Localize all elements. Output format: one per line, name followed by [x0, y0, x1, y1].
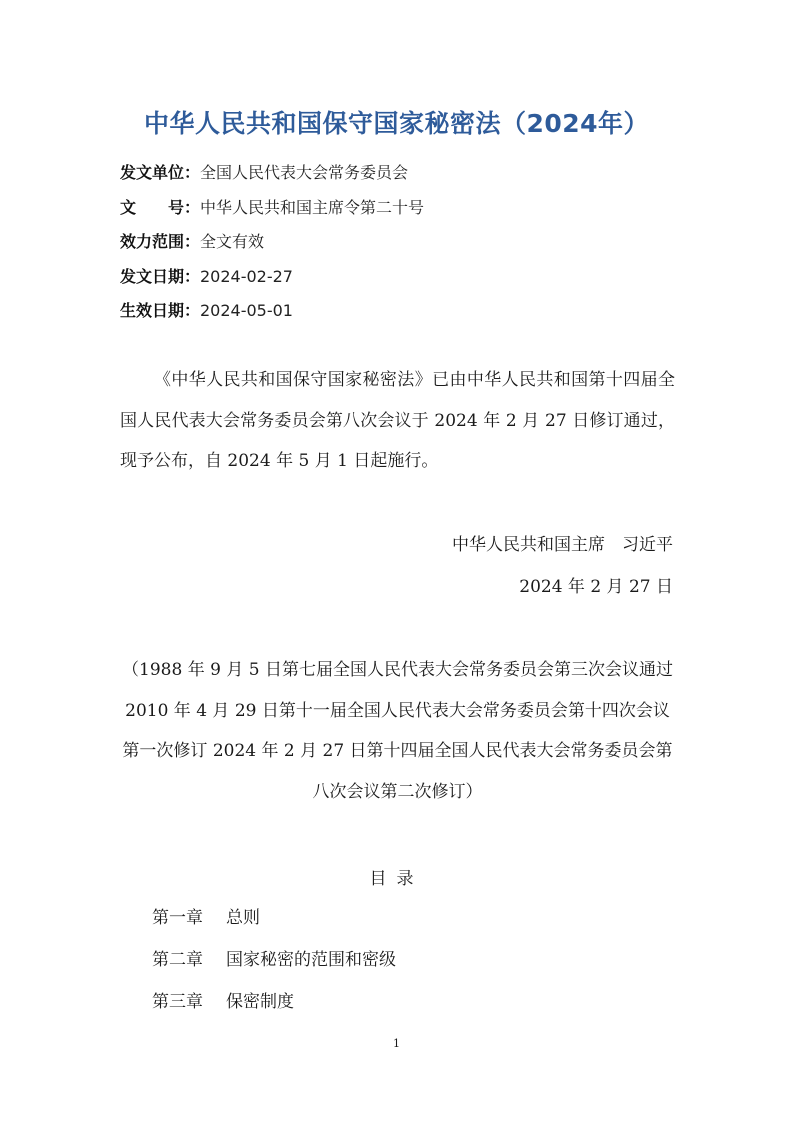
toc-item[interactable]	[152, 939, 396, 981]
metadata-block	[120, 156, 680, 329]
meta-row-issuer	[120, 156, 680, 191]
toc-item[interactable]	[152, 981, 396, 1023]
meta-label: 效力范围：	[120, 232, 201, 252]
toc-chapter-name: 总则	[226, 908, 260, 928]
toc-chapter: 第三章	[152, 992, 203, 1012]
signatory: 中华人民共和国主席 习近平	[452, 535, 673, 555]
meta-value: 中华人民共和国主席令第二十号	[200, 197, 425, 217]
meta-row-doc-number	[120, 191, 680, 226]
meta-label: 发文单位：	[120, 163, 201, 182]
promulgation-paragraph: 《中华人民共和国保守国家秘密法》已由中华人民共和国第十四届全国人民代表大会常务委员会第八次会议于 2024 年 2 月 27 日修订通过，现予公布，自 2024 年 5 月 1 日起施行。	[120, 370, 675, 471]
meta-value: 2024-02-27	[200, 266, 293, 286]
meta-row-issue-date	[120, 260, 680, 295]
toc-chapter-name: 保密制度	[226, 992, 294, 1012]
table-of-contents	[152, 897, 396, 1023]
meta-row-scope	[120, 225, 680, 260]
meta-row-effective-date	[120, 294, 680, 329]
meta-value: 全国人民代表大会常务委员会	[200, 163, 409, 182]
meta-value: 全文有效	[200, 232, 265, 252]
signature-date: 2024 年 2 月 27 日	[519, 577, 673, 597]
meta-label: 生效日期：	[120, 301, 201, 321]
document-title: 中华人民共和国保守国家秘密法（2024年）	[143, 109, 650, 138]
toc-chapter: 第二章	[152, 950, 203, 970]
toc-item[interactable]	[152, 897, 396, 939]
revision-history: （1988 年 9 月 5 日第七届全国人民代表大会常务委员会第三次会议通过 2010 年 4 月 29 日第十一届全国人民代表大会常务委员会第十四次会议第一次修订 2024 年 2 月 27 日第十四届全国人民代表大会常务委员会第八次会议第二次修订）	[122, 660, 673, 802]
meta-value: 2024-05-01	[200, 301, 293, 321]
page-number: 1	[393, 1037, 400, 1050]
toc-heading: 目录	[369, 869, 424, 889]
toc-chapter-name: 国家秘密的范围和密级	[226, 950, 396, 970]
toc-chapter: 第一章	[152, 908, 203, 928]
meta-label: 文 号：	[120, 197, 201, 217]
meta-label: 发文日期：	[120, 266, 201, 286]
